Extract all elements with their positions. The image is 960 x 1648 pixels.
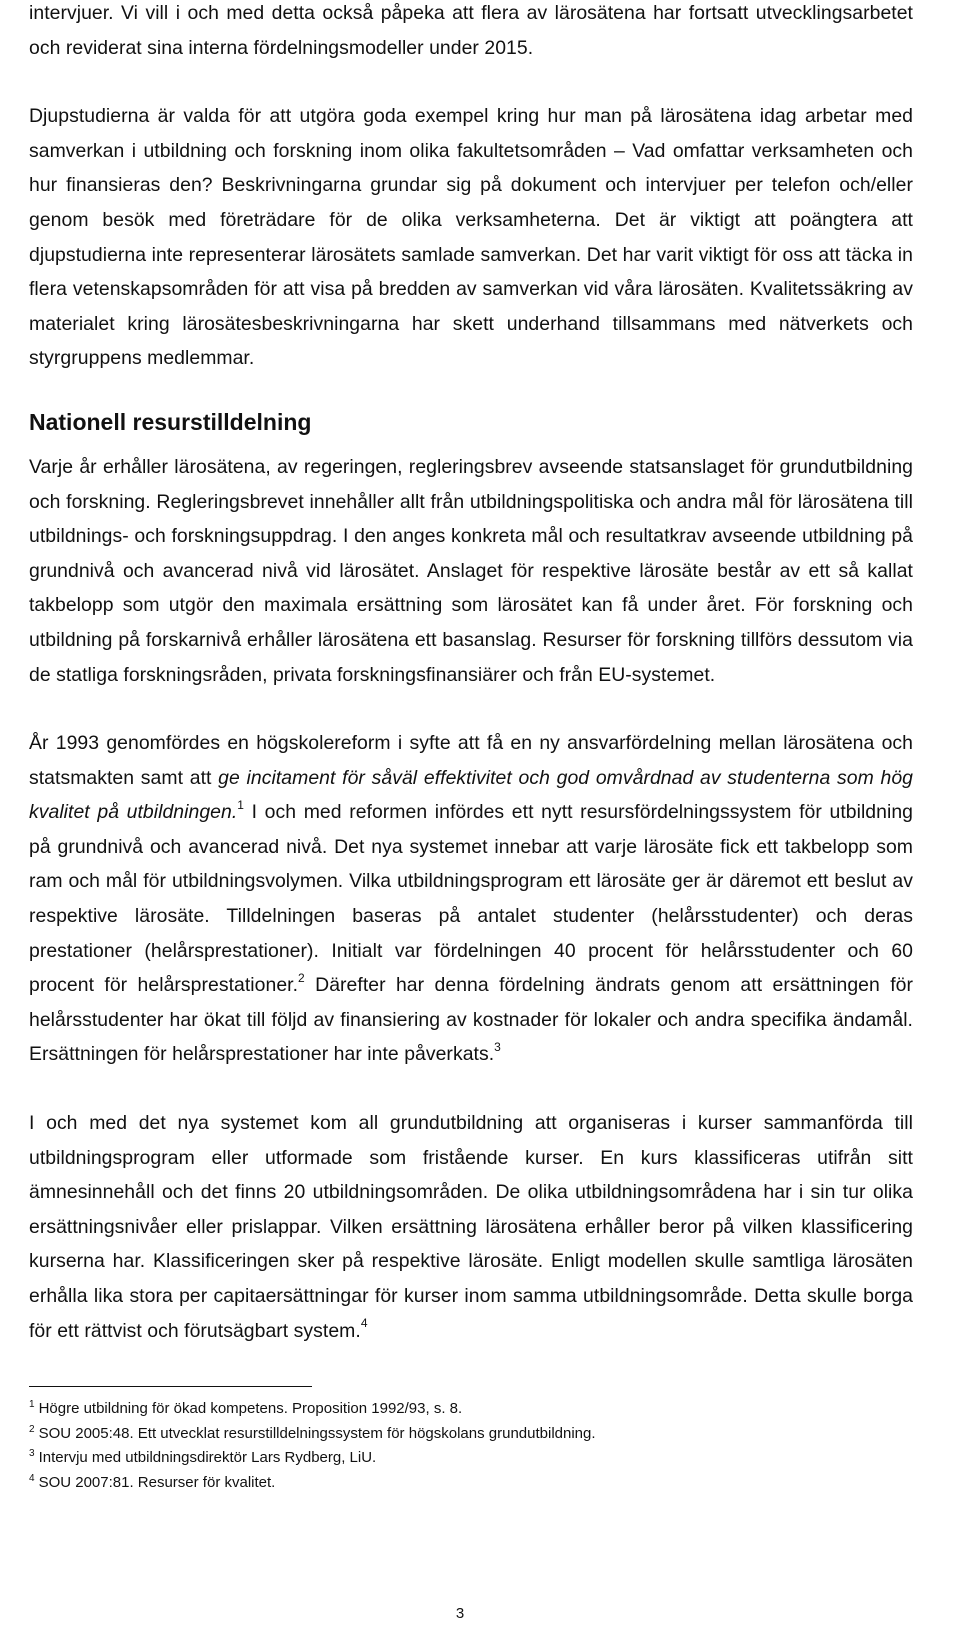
paragraph-1993-part3: Därefter har denna fördelning ändrats genom att ersättningen för helårsstudenter har ökat till följd av finansiering av kostnader för lokaler och andra specifika ändamål. Ersättningen för helårsprestationer har inte påverkats. — [29, 974, 913, 1066]
footnote-item — [29, 1472, 913, 1497]
page-number: 3 — [455, 1605, 465, 1622]
paragraph-kurser — [29, 1106, 913, 1348]
footnote-ref-3: 3 — [494, 1039, 501, 1054]
footnote-text: SOU 2007:81. Resurser för kvalitet. — [38, 1473, 276, 1491]
footnote-number: 1 — [29, 1399, 35, 1410]
footnote-separator — [29, 1386, 312, 1387]
paragraph-1993-italic: ge incitament för såväl effektivitet och god omvårdnad av studenterna som hög kvalitet på utbildningen. — [29, 766, 913, 824]
paragraph-kurser-text: I och med det nya systemet kom all grundutbildning att organiseras i kurser sammanförda till utbildningsprogram eller utformade som fristående kurser. En kurs klassificeras utifrån sitt ämnesinnehåll och det finns 20 utbildningsområden. De olika utbildningsområdena har i sin tur olika ersättningsnivåer eller prislappar. Vilken ersättning lärosätena erhåller beror på vilken klassificering kurserna har. Klassificeringen sker på respektive lärosäte. Enligt modellen skulle samtliga lärosäten erhålla lika stora per capitaersättningar för kurser inom samma utbildningsområde. Detta skulle borga för ett rättvist och förutsägbart system. — [29, 1112, 913, 1342]
footnote-text: Intervju med utbildningsdirektör Lars Rydberg, LiU. — [38, 1449, 377, 1467]
paragraph-1993-part1: År 1993 genomfördes en högskolereform i syfte att få en ny ansvarfördelning mellan lärosätena och statsmakten samt att — [29, 732, 913, 789]
footnote-ref-4: 4 — [360, 1316, 368, 1331]
footnote-text: Högre utbildning för ökad kompetens. Proposition 1992/93, s. 8. — [38, 1400, 463, 1417]
footnote-item — [29, 1423, 913, 1448]
footnotes — [29, 1398, 913, 1496]
paragraph-intro-end: intervjuer. Vi vill i och med detta också påpeka att flera av lärosätena har fortsatt utvecklingsarbetet och reviderat sina interna fördelningsmodeller under 2015. — [29, 2, 913, 59]
paragraph-varje-ar: Varje år erhåller lärosätena, av regeringen, regleringsbrev avseende statsanslaget för grundutbildning och forskning. Regleringsbrevet innehåller allt från utbildningspolitiska och andra mål för lärosätena till utbildnings- och forskningsuppdrag. I den anges konkreta mål och resultatkrav avseende utbildning på grundnivå och avancerad nivå vid lärosätet. Anslaget för respektive lärosäte består av ett så kallat takbelopp som utgör den maximala ersättning som lärosätet kan få under året. För forskning och utbildning på forskarnivå erhåller lärosätena ett basanslag. Resurser för forskning tillförs dessutom via de statliga forskningsråden, privata forskningsfinansiärer och från EU-systemet. — [29, 455, 913, 686]
main-text — [29, 0, 913, 1348]
footnote-ref-2: 2 — [298, 970, 305, 985]
footnote-ref-1: 1 — [237, 797, 245, 812]
footnote-item — [29, 1447, 913, 1472]
footnote-number: 2 — [29, 1423, 35, 1435]
paragraph-1993 — [29, 726, 913, 1072]
section-heading: Nationell resurstilldelning — [29, 408, 312, 435]
paragraph-djupstudier: Djupstudierna är valda för att utgöra goda exempel kring hur man på lärosätena idag arbetar med samverkan i utbildning och forskning inom olika fakultetsområden – Vad omfattar verksamheten och hur finansieras den? Beskrivningarna grundar sig på dokument och intervjuer per telefon och/eller genom besök med företrädare för de olika verksamheterna. Det är viktigt att poängtera att djupstudierna inte representerar lärosätets samlade samverkan. Det har varit viktigt för oss att täcka in flera vetenskapsområden för att visa på bredden av samverkan vid våra lärosäten. Kvalitetssäkring av materialet kring lärosätesbeskrivningarna har skett underhand tillsammans med nätverkets och styrgruppens medlemmar. — [29, 105, 913, 370]
footnote-number: 3 — [29, 1448, 35, 1460]
paragraph-1993-part2: I och med reformen infördes ett nytt resursfördelningssystem för utbildning på grundnivå och avancerad nivå. Det nya systemet innebar att varje lärosäte fick ett takbelopp som ram och mål för utbildningsvolymen. Vilka utbildningsprogram ett lärosäte ger är däremot ett beslut av respektive lärosäte. Tilldelningen baseras på antalet studenter (helårsstudenter) och deras prestationer (helårsprestationer). Initialt var fördelningen 40 procent för helårsstudenter och 60 procent för helårsprestationer. — [29, 801, 913, 997]
footnote-text: SOU 2005:48. Ett utvecklat resurstilldelningssystem för högskolans grundutbildning. — [38, 1424, 596, 1442]
footnote-number: 4 — [29, 1472, 35, 1484]
footnote-item — [29, 1398, 913, 1423]
